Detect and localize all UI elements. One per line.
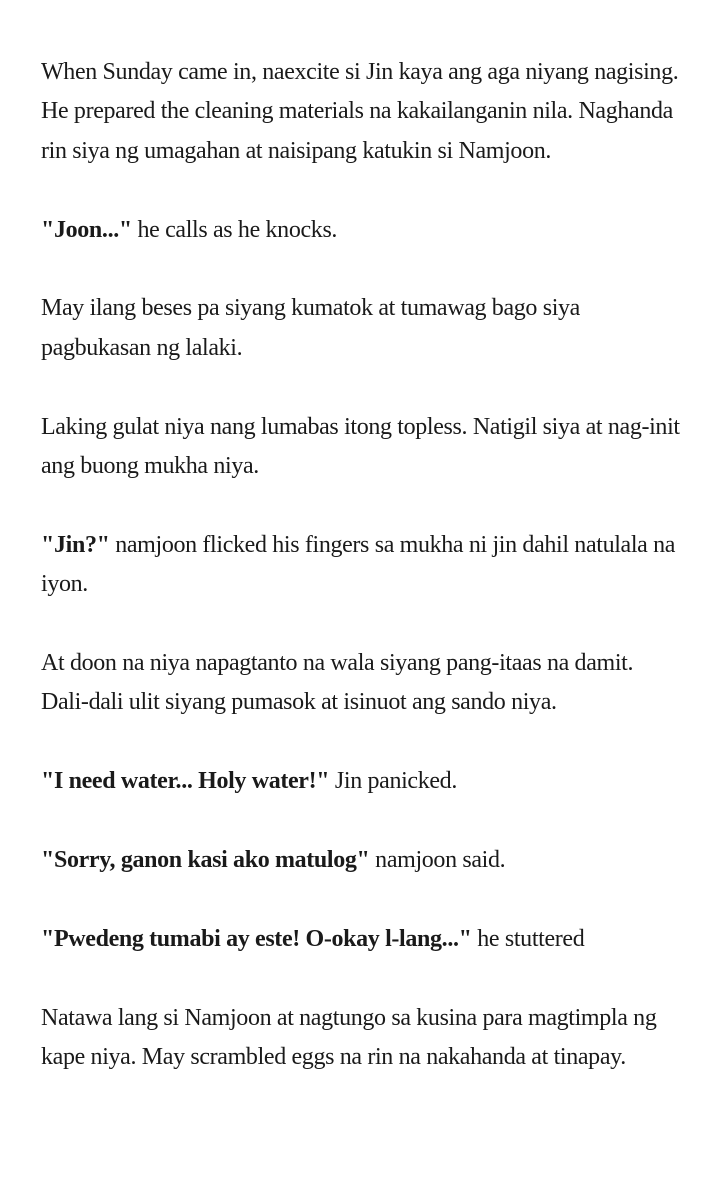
paragraph-8 [41,841,681,880]
narration-text: Laking gulat niya nang lumabas itong topless. Natigil siya at nag-init ang buong mukha niya. [41,413,680,480]
narration-text: When Sunday came in, naexcite si Jin kaya ang aga niyang nagising. He prepared the cleaning materials na kakailanganin nila. Naghanda rin siya ng umagahan at naisipang katukin si Namjoon. [41,59,679,164]
paragraph-5 [41,526,681,605]
paragraph-10 [41,999,681,1078]
paragraph-1 [41,53,681,171]
paragraph-7 [41,762,681,801]
paragraph-2 [41,211,681,250]
dialogue-bold: "I need water... Holy water!" [41,768,330,795]
dialogue-bold: "Pwedeng tumabi ay este! O-okay l-lang..." [41,925,472,952]
narration-text: At doon na niya napagtanto na wala siyang pang-itaas na damit. Dali-dali ulit siyang pumasok at isinuot ang sando niya. [41,650,634,716]
narration-text: Jin panicked. [329,768,457,795]
paragraph-6 [41,644,681,723]
story-text [41,53,681,1077]
narration-text: he calls as he knocks. [131,216,338,243]
paragraph-9 [41,920,681,959]
narration-text: May ilang beses pa siyang kumatok at tumawag bago siya pagbukasan ng lalaki. [41,295,580,361]
narration-text: Natawa lang si Namjoon at nagtungo sa kusina para magtimpla ng kape niya. May scrambled eggs na rin na nakahanda at tinapay. [41,1004,657,1071]
dialogue-bold: "Joon..." [41,216,132,243]
paragraph-3 [41,289,681,368]
narration-text: namjoon said. [369,847,506,874]
paragraph-4 [41,408,681,487]
narration-text: he stuttered [471,925,585,952]
dialogue-bold: "Jin?" [41,531,110,558]
narration-text: namjoon flicked his fingers sa mukha ni jin dahil natulala na iyon. [41,531,676,598]
dialogue-bold: "Sorry, ganon kasi ako matulog" [41,847,370,874]
